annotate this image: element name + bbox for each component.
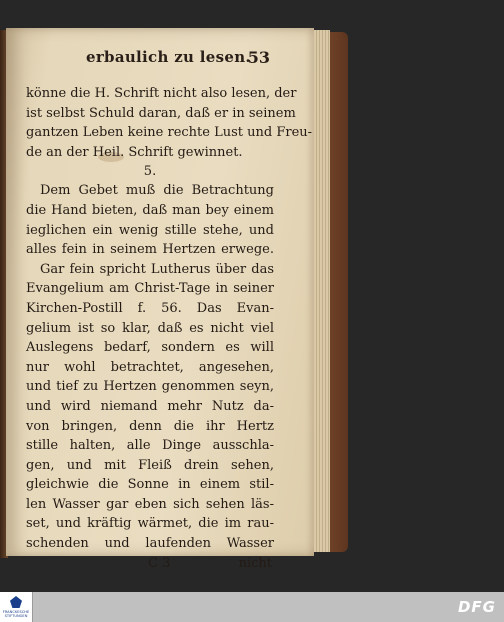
text-line: ieglichen ein wenig stille stehe, und <box>26 222 274 238</box>
running-head: erbaulich zu lesen. <box>86 48 251 66</box>
text-line: stille halten, alle Dinge ausschla- <box>26 438 274 454</box>
page-body <box>26 84 313 573</box>
text-line: gantzen Leben keine rechte Lust und Freu- <box>26 125 313 141</box>
catchword: nicht <box>238 555 272 571</box>
signature-mark: C 3 <box>148 555 171 571</box>
text-line: Auslegens bedarf, sondern es will <box>26 340 274 356</box>
page-header <box>6 48 314 70</box>
text-line: nur wohl betrachtet, angesehen, <box>26 359 274 375</box>
footer-bar <box>0 592 504 622</box>
text-line: gelium ist so klar, daß es nicht viel <box>26 320 274 336</box>
text-line: Dem Gebet muß die Betrachtung <box>40 183 274 199</box>
book-scan <box>0 24 352 571</box>
text-line: könne die H. Schrift nicht also lesen, der <box>26 86 297 101</box>
text-line: gleichwie die Sonne in einem stil- <box>26 477 274 493</box>
text-line: Gar fein spricht Lutherus über das <box>40 261 274 277</box>
section-number: 5. <box>143 164 157 180</box>
text-line: ist selbst Schuld daran, daß er in seinem <box>26 105 296 121</box>
page-number: 53 <box>247 48 270 67</box>
text-line: und tief zu Hertzen genommen seyn, <box>26 379 274 395</box>
dfg-logo[interactable]: DFG <box>457 598 496 616</box>
text-line: alles fein in seinem Hertzen erwege. <box>26 242 274 258</box>
francke-emblem-icon <box>10 596 22 608</box>
text-line: die Hand bieten, daß man bey einem <box>26 202 274 218</box>
text-line: de an der Heil. Schrift gewinnet. <box>26 144 243 160</box>
text-line: gen, und mit Fleiß drein sehen, <box>26 457 274 473</box>
francke-logo[interactable] <box>0 592 33 622</box>
book-page <box>6 28 314 571</box>
text-line: von bringen, denn die ihr Hertz <box>26 418 274 434</box>
text-line: Kirchen-Postill f. 56. Das Evan- <box>26 300 274 316</box>
catch-row <box>26 554 274 573</box>
text-line: schenden und laufenden Wasser <box>26 536 274 552</box>
francke-logo-text: FRANCKESCHE STIFTUNGEN <box>2 610 30 618</box>
text-line: Evangelium am Christ-Tage in seiner <box>26 281 274 297</box>
text-line: und wird niemand mehr Nutz da- <box>26 398 274 414</box>
text-line: set, und kräftig wärmet, die im rau- <box>26 516 274 532</box>
text-line: len Wasser gar eben sich sehen läs- <box>26 496 274 512</box>
